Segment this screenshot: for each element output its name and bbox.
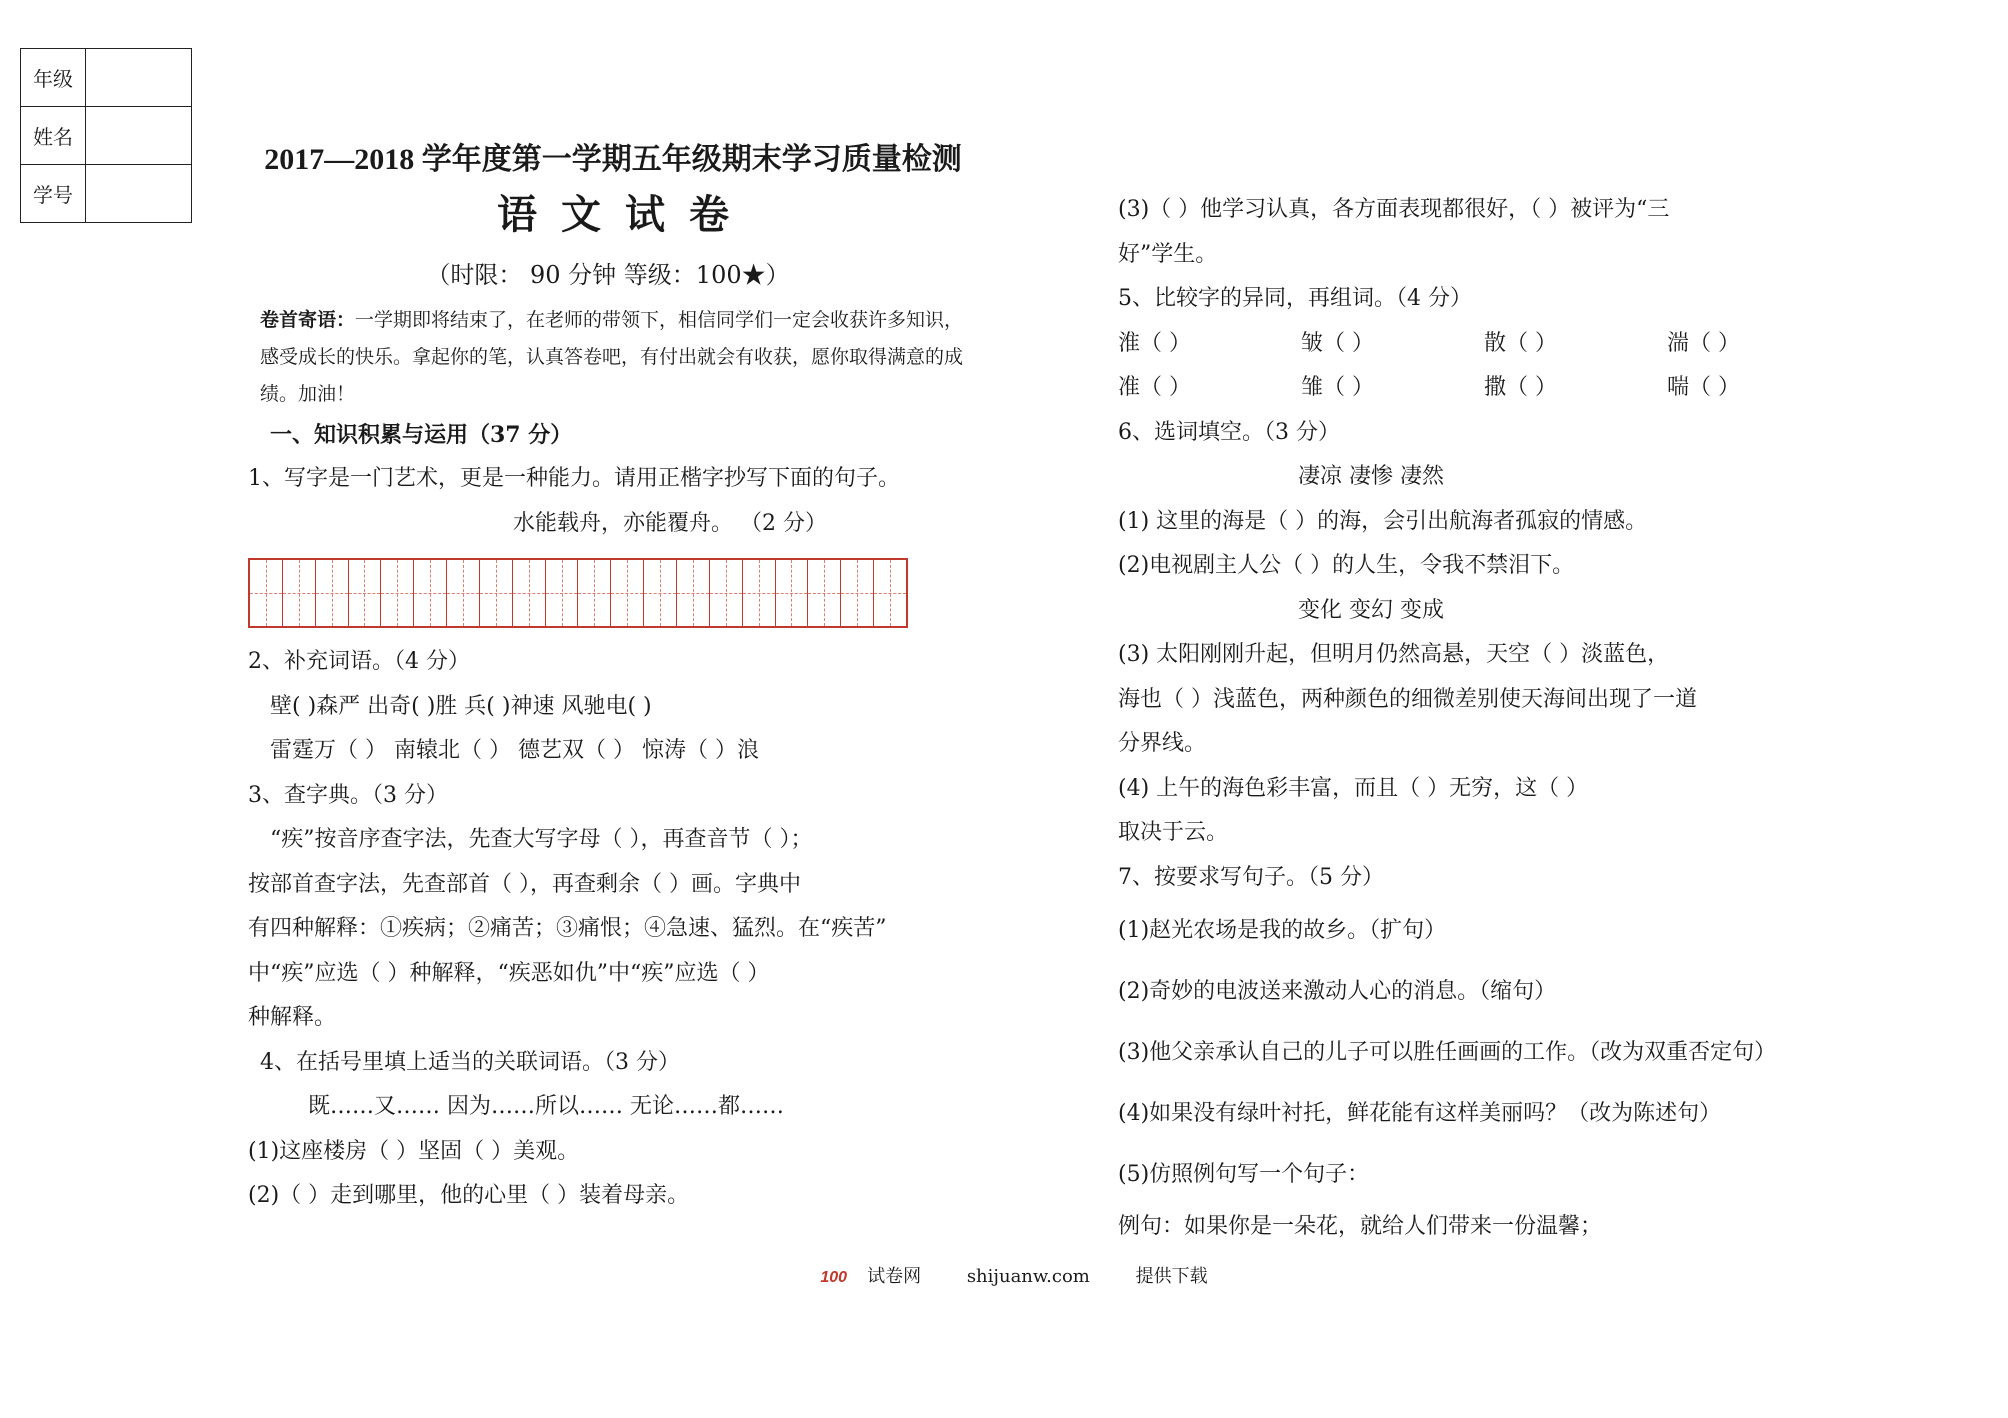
question-3-line-5: 种解释。 <box>248 1005 337 1030</box>
question-6: 6、选词填空。（3 分） <box>1118 419 1340 445</box>
info-row-grade <box>21 49 192 107</box>
question-6-line-3[interactable]: (3) 太阳刚刚升起，但明月仍然高悬，天空（ ）淡蓝色， <box>1118 642 1670 667</box>
question-7-item-1[interactable]: (1)赵光农场是我的故乡。（扩句） <box>1118 918 1447 943</box>
compare-char-item[interactable]: 喘（ ） <box>1667 375 1740 400</box>
question-3-line-1[interactable]: “疾”按音序查字法，先查大写字母（ ），再查音节（ ）； <box>270 827 813 852</box>
footer-site-name: 试卷网 <box>867 1266 922 1287</box>
compare-char-item[interactable]: 雏（ ） <box>1301 375 1374 400</box>
page-footer <box>0 1262 2008 1288</box>
question-6-options-2: 变化 变幻 变成 <box>1298 597 1444 623</box>
name-field[interactable] <box>86 107 192 165</box>
student-info-box <box>20 48 192 223</box>
question-2-row-1[interactable]: 壁( )森严 出奇( )胜 兵( )神速 风驰电( ) <box>270 693 652 719</box>
question-7-item-3[interactable]: (3)他父亲承认自己的儿子可以胜任画画的工作。（改为双重否定句） <box>1118 1040 1777 1065</box>
grid-cell[interactable] <box>283 560 316 626</box>
question-6-line-2[interactable]: (2)电视剧主人公（ ）的人生，令我不禁泪下。 <box>1118 553 1575 578</box>
question-7-item-2[interactable]: (2)奇妙的电波送来激动人心的消息。（缩句） <box>1118 979 1557 1004</box>
question-5: 5、比较字的异同，再组词。（4 分） <box>1118 286 1472 311</box>
grid-cell[interactable] <box>349 560 382 626</box>
student-id-label: 学号 <box>21 165 86 223</box>
question-4-line-3-cont: 好”学生。 <box>1118 241 1218 267</box>
question-2: 2、补充词语。（4 分） <box>248 649 470 674</box>
grid-cell[interactable] <box>776 560 809 626</box>
grid-cell[interactable] <box>546 560 579 626</box>
compare-char-item[interactable]: 散（ ） <box>1484 330 1557 356</box>
footer-action: 提供下载 <box>1135 1266 1208 1287</box>
intro-label: 卷首寄语： <box>260 309 356 331</box>
question-6-line-4[interactable]: 海也（ ）浅蓝色，两种颜色的细微差别使天海间出现了一道 <box>1118 686 1697 712</box>
question-2-row-2[interactable]: 雷霆万（ ） 南辕北（ ） 德艺双（ ） 惊涛（ ）浪 <box>270 738 759 763</box>
grid-cell[interactable] <box>578 560 611 626</box>
grid-cell[interactable] <box>644 560 677 626</box>
grid-cell[interactable] <box>743 560 776 626</box>
exam-title: 2017—2018 学年度第一学期五年级期末学习质量检测 <box>264 143 962 176</box>
question-3-line-4[interactable]: 中“疾”应选（ ）种解释，“疾恶如仇”中“疾”应选（ ） <box>248 960 770 986</box>
grade-field[interactable] <box>86 49 192 107</box>
intro-text: 一学期即将结束了，在老师的带领下，相信同学们一定会收获许多知识，感受成长的快乐。拿起你的笔，认真答卷吧，有付出就会有收获，愿你取得满意的成绩。加油！ <box>260 309 964 405</box>
grade-label: 年级 <box>21 49 86 107</box>
question-3: 3、查字典。（3 分） <box>248 782 448 808</box>
question-7-example: 例句：如果你是一朵花，就给人们带来一份温馨； <box>1118 1214 1603 1239</box>
right-column <box>1118 188 1858 1250</box>
question-5-row-2[interactable] <box>1118 366 1858 411</box>
student-id-field[interactable] <box>86 165 192 223</box>
compare-char-item[interactable]: 撒（ ） <box>1484 375 1557 400</box>
name-label: 姓名 <box>21 107 86 165</box>
grid-cell[interactable] <box>841 560 874 626</box>
question-4-line-2[interactable]: (2)（ ）走到哪里，他的心里（ ）装着母亲。 <box>248 1183 690 1208</box>
question-6-options-1: 凄凉 凄惨 凄然 <box>1298 464 1444 489</box>
grid-cell[interactable] <box>677 560 710 626</box>
compare-char-item[interactable]: 湍（ ） <box>1667 330 1740 356</box>
footer-url[interactable]: shijuanw.com <box>966 1266 1090 1287</box>
info-row-name <box>21 107 192 165</box>
compare-char-item[interactable]: 皱（ ） <box>1301 330 1374 356</box>
compare-char-item[interactable]: 准（ ） <box>1118 375 1191 400</box>
question-4-line-1[interactable]: (1)这座楼房（ ）坚固（ ）美观。 <box>248 1138 580 1164</box>
question-7: 7、按要求写句子。（5 分） <box>1118 864 1384 890</box>
question-3-line-2[interactable]: 按部首查字法，先查部首（ ），再查剩余（ ）画。字典中 <box>248 871 801 897</box>
question-7-item-5[interactable]: (5)仿照例句写一个句子： <box>1118 1162 1370 1187</box>
info-row-id <box>21 165 192 223</box>
section-heading: 一、知识积累与运用（37 分） <box>270 422 573 448</box>
grid-cell[interactable] <box>710 560 743 626</box>
question-6-line-6[interactable]: (4) 上午的海色彩丰富，而且（ ）无穷，这（ ） <box>1118 775 1589 801</box>
footer-brand[interactable] <box>800 1266 921 1287</box>
left-column <box>248 138 978 1219</box>
grid-cell[interactable] <box>808 560 841 626</box>
question-4: 4、在括号里填上适当的关联词语。（3 分） <box>260 1049 680 1075</box>
grid-cell[interactable] <box>513 560 546 626</box>
time-and-grade-info: （时限： 90 分钟 等级：100★） <box>426 261 790 289</box>
question-6-line-7: 取决于云。 <box>1118 820 1229 845</box>
question-6-line-1[interactable]: (1) 这里的海是（ ）的海，会引出航海者孤寂的情感。 <box>1118 508 1648 534</box>
question-3-line-3: 有四种解释：①疾病；②痛苦；③痛恨；④急速、猛烈。在“疾苦” <box>248 916 887 941</box>
grid-cell[interactable] <box>414 560 447 626</box>
question-4-line-3[interactable]: (3)（ ）他学习认真，各方面表现都很好，（ ）被评为“三 <box>1118 197 1670 222</box>
grid-cell[interactable] <box>250 560 283 626</box>
grid-cell[interactable] <box>447 560 480 626</box>
question-1-sentence: 水能载舟，亦能覆舟。 （2 分） <box>513 510 827 536</box>
grid-cell[interactable] <box>316 560 349 626</box>
question-6-line-5: 分界线。 <box>1118 731 1207 756</box>
writing-grid[interactable] <box>248 558 908 628</box>
question-5-row-1[interactable] <box>1118 322 1858 367</box>
logo-100-icon: 100 <box>820 1269 848 1286</box>
exam-subject-title: 语文试卷 <box>497 191 753 238</box>
grid-cell[interactable] <box>480 560 513 626</box>
question-4-options: 既……又…… 因为……所以…… 无论……都…… <box>308 1094 784 1119</box>
compare-char-item[interactable]: 淮（ ） <box>1118 330 1191 356</box>
question-7-item-4[interactable]: (4)如果没有绿叶衬托，鲜花能有这样美丽吗？（改为陈述句） <box>1118 1101 1722 1126</box>
grid-cell[interactable] <box>611 560 644 626</box>
grid-cell[interactable] <box>874 560 906 626</box>
grid-cell[interactable] <box>381 560 414 626</box>
intro-message <box>248 302 978 413</box>
question-1: 1、写字是一门艺术，更是一种能力。请用正楷字抄写下面的句子。 <box>248 466 900 491</box>
